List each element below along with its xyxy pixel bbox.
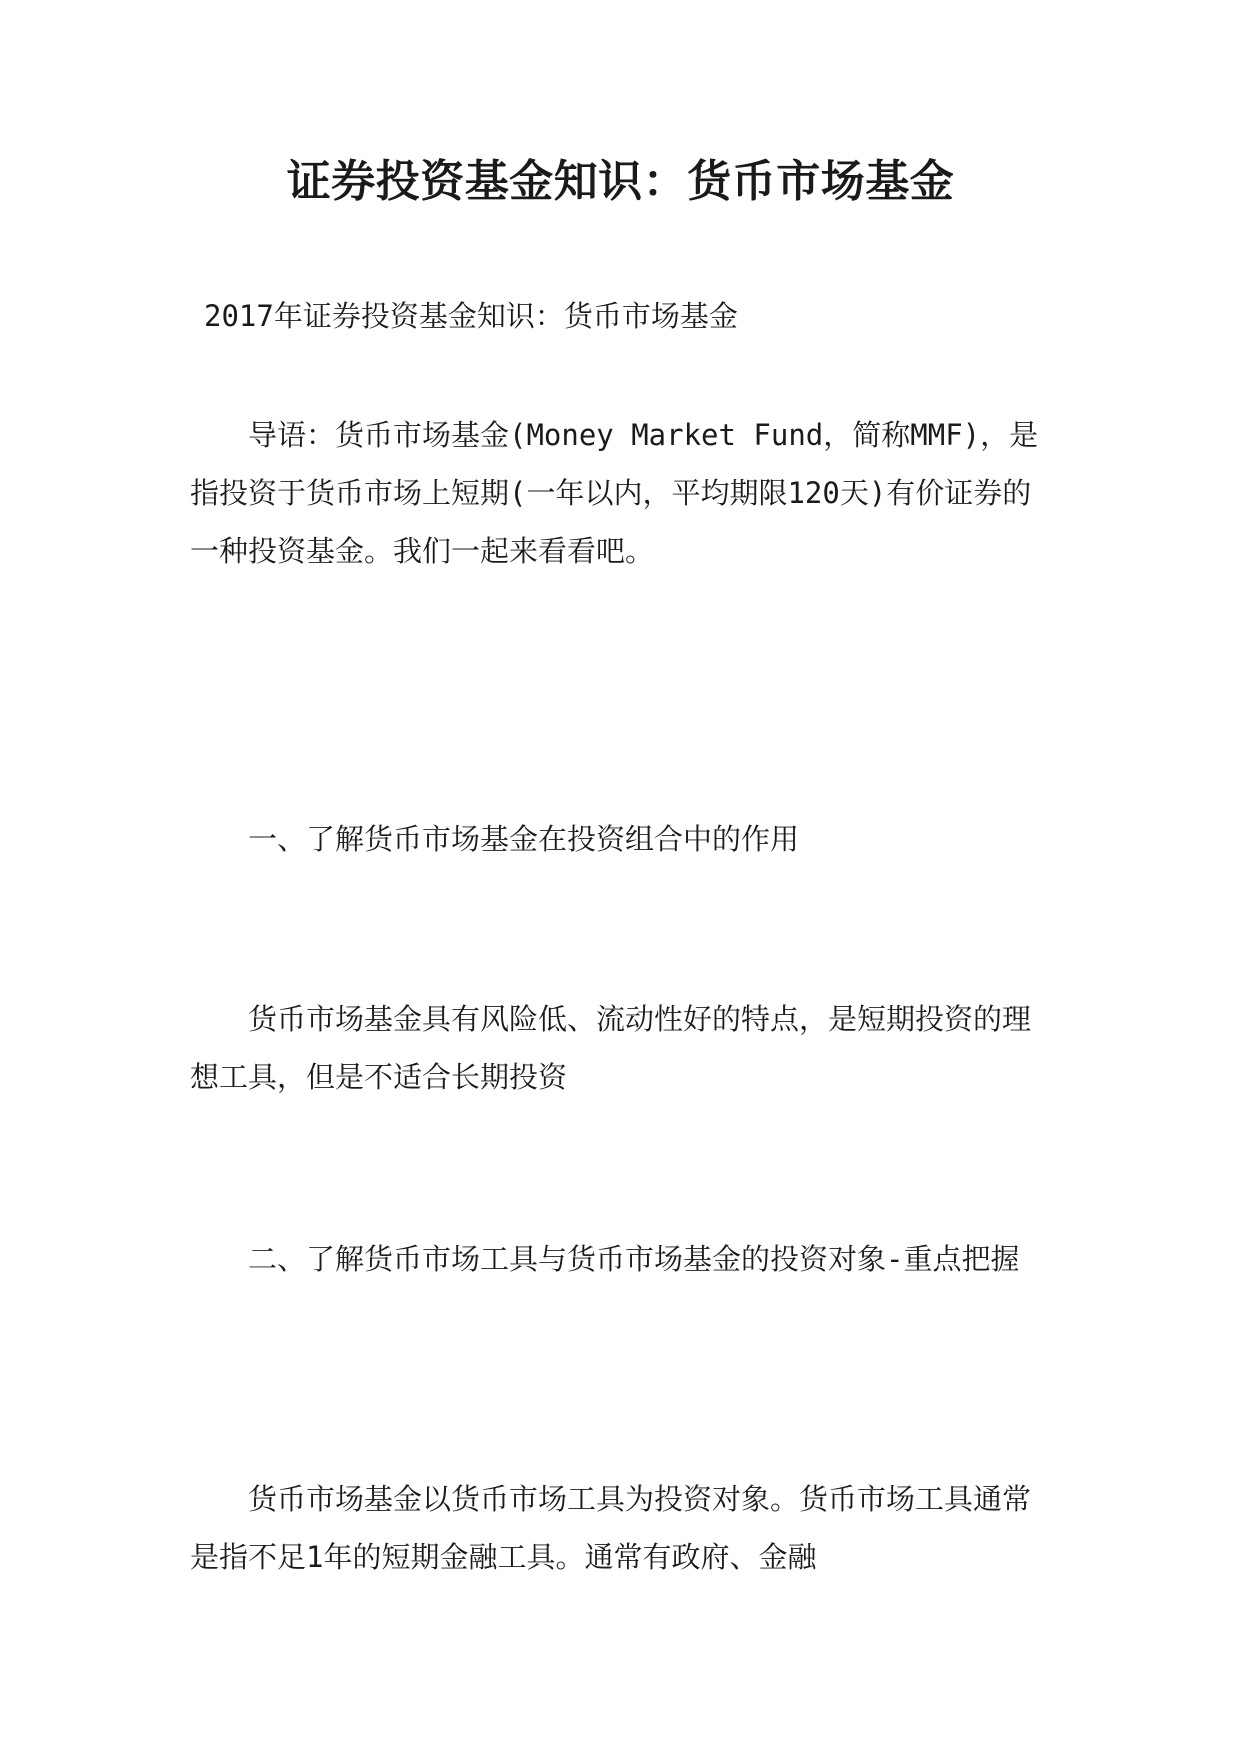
section-body-2: 货币市场基金以货币市场工具为投资对象。货币市场工具通常是指不足1年的短期金融工具。通常有政府、金融	[190, 1482, 1032, 1574]
section-body-1: 货币市场基金具有风险低、流动性好的特点，是短期投资的理想工具，但是不适合长期投资	[190, 1002, 1032, 1094]
intro-paragraph: 导语：货币市场基金(Money Market Fund，简称MMF)，是指投资于货币市场上短期(一年以内，平均期限120天)有价证券的一种投资基金。我们一起来看看吧。	[190, 418, 1039, 568]
section-heading-1: 一、了解货币市场基金在投资组合中的作用	[248, 822, 800, 856]
document-subtitle: 2017年证券投资基金知识：货币市场基金	[204, 299, 738, 333]
document-title: 证券投资基金知识：货币市场基金	[286, 156, 955, 207]
section-heading-2: 二、了解货币市场工具与货币市场基金的投资对象-重点把握	[248, 1242, 1020, 1276]
